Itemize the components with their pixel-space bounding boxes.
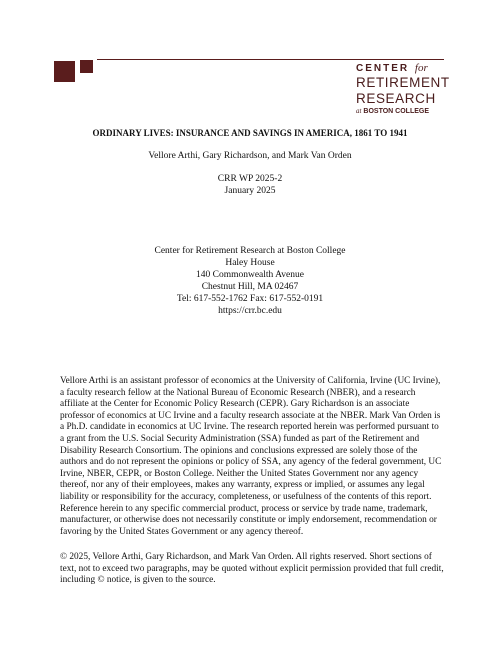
copyright-paragraph: © 2025, Vellore Arthi, Gary Richardson, and Mark Van Orden. All rights reserved. Short sections of text, not to exceed two paragraphs, may be quoted without explicit permission provided that full credit, including © notice, is given to the source. <box>60 552 444 586</box>
logo-at-text: at <box>356 107 362 115</box>
address-phone: Tel: 617-552-1762 Fax: 617-552-0191 <box>176 294 324 304</box>
crr-logo <box>356 62 450 115</box>
logo-square-small <box>80 60 93 73</box>
address-building: Haley House <box>225 258 275 268</box>
logo-org-text: BOSTON COLLEGE <box>363 108 430 115</box>
address-url[interactable]: https://crr.bc.edu <box>218 306 282 316</box>
logo-center-text: CENTER <box>356 63 410 74</box>
address-city: Chestnut Hill, MA 02467 <box>201 282 299 292</box>
logo-line-3: RESEARCH <box>356 90 436 106</box>
disclaimer-paragraph: Vellore Arthi is an assistant professor of economics at the University of California, Irvine (UC Irvine), a faculty research fellow at the National Bureau of Economic Research (NBER), and a research affiliate at the Center for Economic Policy Research (CEPR). Gary Richardson is an associate professor of economics at UC Irvine and a faculty research associate at the NBER. Mark Van Orden is a Ph.D. candidate in economics at UC Irvine. The research reported herein was performed pursuant to a grant from the U.S. Social Security Administration (SSA) funded as part of the Retirement and Disability Research Consortium. The opinions and conclusions expressed are solely those of the authors and do not represent the opinions or policy of SSA, any agency of the federal government, UC Irvine, NBER, CEPR, or Boston College. Neither the United States Government nor any agency thereof, nor any of their employees, makes any warranty, express or implied, or assumes any legal liability or responsibility for the accuracy, completeness, or usefulness of the contents of this report. Reference herein to any specific commercial product, process or service by trade name, trademark, manufacturer, or otherwise does not necessarily constitute or imply endorsement, recommendation or favoring by the United States Government or any agency thereof. <box>60 376 442 537</box>
logo-line-1 <box>356 63 446 74</box>
paper-authors: Vellore Arthi, Gary Richardson, and Mark Van Orden <box>148 151 352 161</box>
working-paper-date: January 2025 <box>224 186 276 196</box>
paper-title: ORDINARY LIVES: INSURANCE AND SAVINGS IN AMERICA, 1861 TO 1941 <box>92 128 408 138</box>
logo-line-2: RETIREMENT <box>356 75 450 90</box>
working-paper-info <box>30 173 470 197</box>
working-paper-number: CRR WP 2025-2 <box>217 174 283 184</box>
header-rule <box>97 59 444 60</box>
logo-square-large <box>54 61 75 82</box>
logo-for-text: for <box>414 62 428 74</box>
address-org: Center for Retirement Research at Boston College <box>154 246 346 256</box>
address-block <box>30 245 470 317</box>
address-street: 140 Commonwealth Avenue <box>195 270 304 280</box>
logo-line-4 <box>356 108 446 115</box>
